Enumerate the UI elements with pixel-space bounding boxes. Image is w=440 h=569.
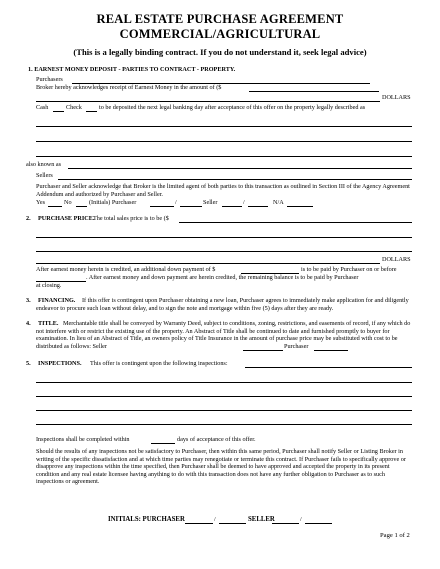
inspections-body: Should the results of any inspections not be satisfactory to Purchaser, then within this same period, Purchaser shall notify Seller or Listing Broker in writing of the specific dissatisfaction and at which time parties may renegotiate or terminate this contract. If Purchaser fails to specifically approve or disapprove any inspections within the time specified, then Purchaser shall be deemed to have approved and accepted the property in its present condition and any real estate licensee having anything to do with this transaction does not have any further obligation to Purchaser as to such inspections or agreement. xyxy=(36,448,406,486)
title-text: Merchantable title shall be conveyed by Warranty Deed, subject to conditions, zoning, restrictions, and easements of record, if any which do not interfere with or restrict the existing use of the property. An Abstract of Title shall be continued to date and furnished promptly to buyer for examination. In lieu of an Abstract of Title, an owners policy of Title Insurance in the amount of purchase price may be substituted with cost to be distributed as follows: Seller xyxy=(36,320,411,350)
dollars-label: DOLLARS xyxy=(382,94,411,101)
document-page: REAL ESTATE PURCHASE AGREEMENT COMMERCIAL/AGRICULTURAL (This is a legally binding contract. If you do not understand it, seek legal advice) 1. EARNEST MONEY DEPOSIT - PARTIES TO CONTRACT - PROPERTY. Purchasers Broker hereby acknowledges receipt of Earnest Money in the amount of ($ DOLLARS Cash Check to be deposited the next legal banking day after acceptance of this offer on the property legally described as also known as Sellers Purchaser and Seller acknowledge that Broker is the limited agent of both parties to this transaction as outlined in Section III of the Agency Agreement Addendum and authorized by Purchaser and Seller. Yes No (Initials) Purchaser / Seller / N/A 2. PURCHASE PRICE. The total sales price is to be ($ DOLLARS After earnest money herein is credited, an additional down payment of $ is to be paid by Purchaser on or before . After earnest money and down payment are herein credited, the remaining balance is to be paid by Purchaser at closing. 3. FINANCING. If this offer is contingent upon Purchaser obtaining a new loan, Purchaser agrees to immediately make application for and diligently endeavor to procure such loan without delay, and to sign the note and mortgage within five (5) days after they are ready. 4. TITLE. Merchantable title shall be conveyed by Warranty Deed, subject to conditions, zoning, restrictions, and easements of record, if any which do not interfere with or restrict the existing use of the property. An Abstract of Title shall be continued to date and furnished promptly to buyer for examination. In lieu of an Abstract of Title, an owners policy of Title Insurance in the amount of purchase price may be substituted with cost to be distributed as follows: Seller Purchaser 5. INSPECTIONS. This offer is contingent upon the following inspections: Inspections shall be completed within days of acceptance of this offer. Should the results of any inspections not be satisfactory to Purchaser, then within this same period, Purchaser shall notify Seller or Listing Broker in writing of the specific dissatisfaction and at which time parties may renegotiate or terminate this contract. If Purchaser fails to specifically approve or disapprove any inspections within the time specified, then Purchaser shall be deemed to have approved and accepted the property in its present condition and any real estate licensee having anything to do with this transaction does not have any further obligation to Purchaser as to such inspections or agreement. INITIALS: PURCHASER / SELLER / Page 1 of 2 xyxy=(0,0,440,569)
footer-seller-label: SELLER xyxy=(248,516,275,523)
sales-price-line-3[interactable] xyxy=(36,251,412,252)
also-known-as-field[interactable] xyxy=(68,168,412,169)
at-closing-text: at closing. xyxy=(36,282,62,289)
legal-notice: (This is a legally binding contract. If you do not understand it, seek legal advice) xyxy=(73,47,367,57)
balance-text: . After earnest money and down payment are herein credited, the remaining balance is to be paid by Purchaser xyxy=(86,274,359,281)
na-label: N/A xyxy=(273,199,284,206)
earnest-amount-field[interactable] xyxy=(249,91,379,92)
section-2-heading: PURCHASE PRICE. xyxy=(38,215,95,222)
section-2-number: 2. xyxy=(26,215,31,222)
cash-label: Cash xyxy=(36,104,49,111)
dollars-label-2: DOLLARS xyxy=(382,256,411,263)
agency-ack-text: Purchaser and Seller acknowledge that Broker is the limited agent of both parties to this transaction as outlined in Section III of the Agency Agreement Addendum and authorized by Purchaser and Seller. xyxy=(36,183,410,198)
initials-seller-label: Seller xyxy=(203,199,218,206)
yes-label: Yes xyxy=(36,199,46,206)
initials-seller-field-2[interactable] xyxy=(248,206,268,207)
check-label: Check xyxy=(66,104,82,111)
title-seller-field[interactable] xyxy=(243,350,283,351)
sales-price-words-field[interactable] xyxy=(36,263,380,264)
initials-seller-field-1[interactable] xyxy=(222,206,242,207)
legal-description-line-2[interactable] xyxy=(36,141,412,142)
down-payment-text-b: is to be paid by Purchaser on or before xyxy=(301,266,397,273)
cash-checkbox[interactable] xyxy=(53,111,64,112)
inspections-intro: This offer is contingent upon the following inspections: xyxy=(90,360,228,367)
sales-price-field[interactable] xyxy=(179,222,412,223)
financing-text: If this offer is contingent upon Purchaser obtaining a new loan, Purchaser agrees to immediately make application for and diligently endeavor to procure such loan without delay, and to sign the note and mortgage within five (5) days after they are ready. xyxy=(36,297,409,312)
section-5-heading: INSPECTIONS. xyxy=(38,360,82,367)
footer-initials-purchaser-label: INITIALS: PURCHASER xyxy=(108,516,185,523)
section-5-number: 5. xyxy=(26,360,31,367)
initials-purchaser-field-2[interactable] xyxy=(180,206,202,207)
footer-purchaser-initials-2[interactable] xyxy=(219,523,246,524)
legal-description-line-3[interactable] xyxy=(36,156,412,157)
initials-purchaser-field-1[interactable] xyxy=(150,206,174,207)
section-4-number: 4. xyxy=(26,320,31,327)
footer-seller-initials-1[interactable] xyxy=(272,523,299,524)
also-known-as-label: also known as xyxy=(26,161,62,168)
inspections-completed-text-b: days of acceptance of this offer. xyxy=(177,436,256,443)
initials-purchaser-label: (Initials) Purchaser xyxy=(89,199,137,206)
title-purchaser-field[interactable] xyxy=(314,350,348,351)
inspections-line-4[interactable] xyxy=(36,410,412,411)
earnest-amount-words-field[interactable] xyxy=(36,101,380,102)
check-checkbox[interactable] xyxy=(86,111,97,112)
inspections-completed-text: Inspections shall be completed within xyxy=(36,436,130,443)
down-payment-text: After earnest money herein is credited, an additional down payment of $ xyxy=(36,266,216,273)
title-line-1: REAL ESTATE PURCHASE AGREEMENT xyxy=(96,12,344,26)
page-number: Page 1 of 2 xyxy=(380,532,410,539)
inspections-line-3[interactable] xyxy=(36,396,412,397)
yes-field[interactable] xyxy=(48,206,62,207)
footer-purchaser-initials-1[interactable] xyxy=(185,523,213,524)
sales-price-text: The total sales price is to be ($ xyxy=(93,215,169,222)
na-field[interactable] xyxy=(287,206,313,207)
inspection-days-field[interactable] xyxy=(151,443,175,444)
inspections-line-5[interactable] xyxy=(36,424,412,425)
section-3-number: 3. xyxy=(26,297,31,304)
legal-description-line-1[interactable] xyxy=(36,126,412,127)
section-1-heading: 1. EARNEST MONEY DEPOSIT - PARTIES TO CONTRACT - PROPERTY. xyxy=(28,66,236,73)
inspections-field-1[interactable] xyxy=(245,367,412,368)
purchasers-label: Purchasers xyxy=(36,76,63,83)
title-purchaser-label: Purchaser xyxy=(284,343,309,350)
section-4-heading: TITLE. xyxy=(38,320,59,327)
title-line-2: COMMERCIAL/AGRICULTURAL xyxy=(119,27,321,41)
sellers-label: Sellers xyxy=(36,172,53,179)
sellers-field[interactable] xyxy=(58,179,412,180)
broker-ack-text: Broker hereby acknowledges receipt of Earnest Money in the amount of ($ xyxy=(36,84,222,91)
inspections-line-2[interactable] xyxy=(36,382,412,383)
footer-seller-initials-2[interactable] xyxy=(305,523,332,524)
section-3-heading: FINANCING. xyxy=(38,297,76,304)
no-field[interactable] xyxy=(76,206,87,207)
sales-price-line-2[interactable] xyxy=(36,237,412,238)
no-label: No xyxy=(64,199,72,206)
deposit-text: to be deposited the next legal banking day after acceptance of this offer on the property legally described as xyxy=(99,104,366,111)
